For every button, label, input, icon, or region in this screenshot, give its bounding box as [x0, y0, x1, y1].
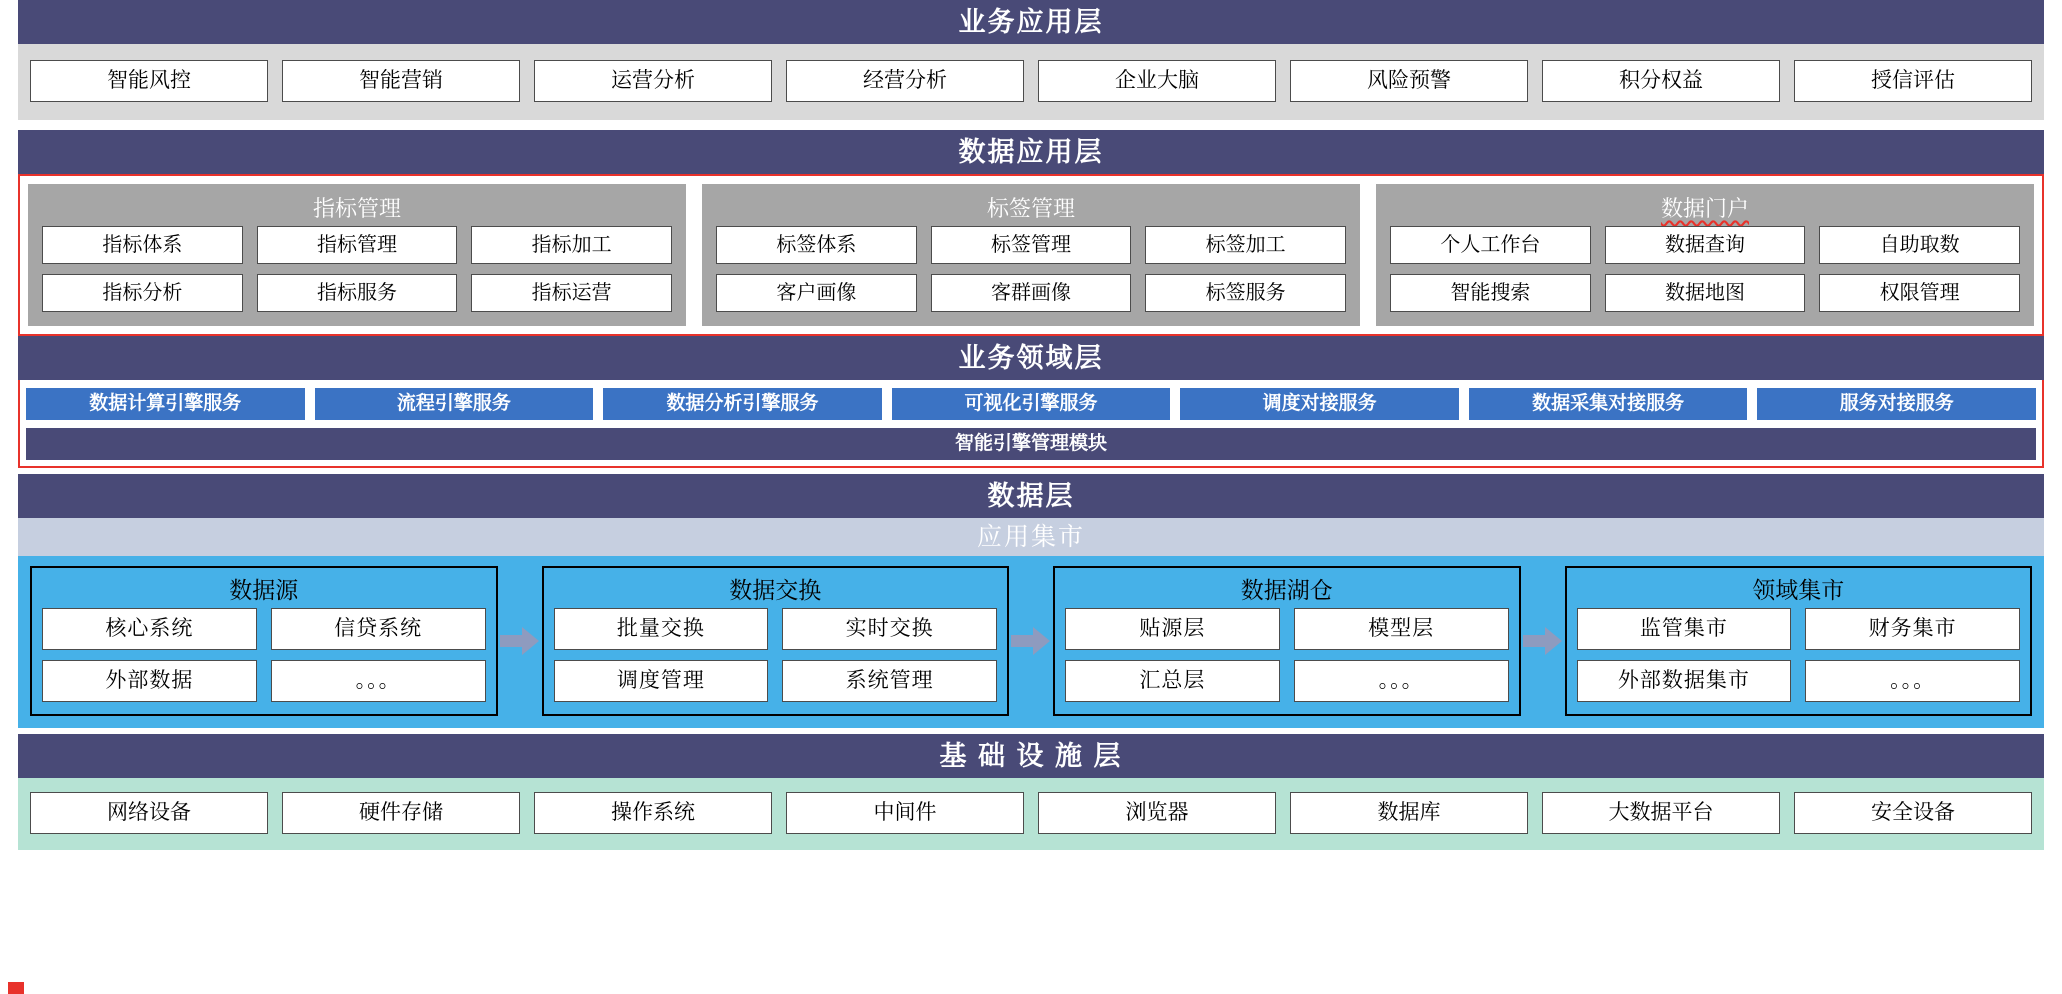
infra-item[interactable]: 数据库 — [1290, 792, 1528, 834]
right-arrow-icon — [1521, 626, 1565, 656]
data-layer-item[interactable]: 贴源层 — [1065, 608, 1280, 650]
infrastructure-layer-body — [18, 778, 2044, 850]
engine-service[interactable]: 服务对接服务 — [1757, 388, 2036, 420]
application-mart-title: 应用集市 — [18, 518, 2044, 556]
data-app-item[interactable]: 标签体系 — [716, 226, 917, 264]
group-data-portal — [1376, 184, 2034, 326]
data-app-item[interactable]: 指标加工 — [471, 226, 672, 264]
data-app-item[interactable]: 指标服务 — [257, 274, 458, 312]
data-app-item[interactable]: 指标运营 — [471, 274, 672, 312]
right-arrow-icon — [498, 626, 542, 656]
data-layer-title: 数据层 — [18, 474, 2044, 518]
group-data-exchange — [542, 566, 1010, 716]
group-tag-management — [702, 184, 1360, 326]
biz-app-item[interactable]: 智能营销 — [282, 60, 520, 102]
biz-app-item[interactable]: 授信评估 — [1794, 60, 2032, 102]
infra-item[interactable]: 大数据平台 — [1542, 792, 1780, 834]
data-layer-item[interactable]: 。。。 — [271, 660, 486, 702]
biz-app-item[interactable]: 智能风控 — [30, 60, 268, 102]
business-domain-layer-body — [18, 380, 2044, 468]
data-application-layer-body — [18, 174, 2044, 336]
group-grid — [42, 608, 486, 702]
engine-service[interactable]: 数据采集对接服务 — [1469, 388, 1748, 420]
data-app-item[interactable]: 指标分析 — [42, 274, 243, 312]
group-data-lakehouse — [1053, 566, 1521, 716]
business-application-layer-body — [18, 44, 2044, 120]
data-layer-item[interactable]: 系统管理 — [782, 660, 997, 702]
biz-app-item[interactable]: 企业大脑 — [1038, 60, 1276, 102]
engine-services-row — [26, 388, 2036, 420]
data-app-item[interactable]: 标签管理 — [931, 226, 1132, 264]
group-title: 指标管理 — [312, 196, 401, 221]
data-layer-item[interactable]: 调度管理 — [554, 660, 769, 702]
infra-item[interactable]: 安全设备 — [1794, 792, 2032, 834]
infra-item[interactable]: 操作系统 — [534, 792, 772, 834]
infrastructure-layer-title: 基 础 设 施 层 — [18, 734, 2044, 778]
group-grid — [1390, 226, 2020, 312]
engine-manager-module[interactable]: 智能引擎管理模块 — [26, 428, 2036, 460]
right-arrow-icon — [1009, 626, 1053, 656]
infra-item[interactable]: 网络设备 — [30, 792, 268, 834]
data-layer-item[interactable]: 监管集市 — [1577, 608, 1792, 650]
biz-app-item[interactable]: 运营分析 — [534, 60, 772, 102]
group-title: 领域集市 — [1752, 577, 1845, 603]
data-app-item[interactable]: 客户画像 — [716, 274, 917, 312]
corner-marker — [8, 982, 24, 994]
group-grid — [554, 608, 998, 702]
business-application-layer-title: 业务应用层 — [18, 0, 2044, 44]
data-app-item[interactable]: 标签服务 — [1145, 274, 1346, 312]
data-layer-body — [18, 556, 2044, 728]
data-app-item[interactable]: 指标体系 — [42, 226, 243, 264]
business-domain-layer-title: 业务领域层 — [18, 336, 2044, 380]
data-app-item[interactable]: 标签加工 — [1145, 226, 1346, 264]
data-layer-item[interactable]: 批量交换 — [554, 608, 769, 650]
data-layer-item[interactable]: 。。。 — [1294, 660, 1509, 702]
infra-item[interactable]: 浏览器 — [1038, 792, 1276, 834]
data-layer-item[interactable]: 核心系统 — [42, 608, 257, 650]
group-grid — [1577, 608, 2021, 702]
biz-app-item[interactable]: 积分权益 — [1542, 60, 1780, 102]
engine-service[interactable]: 可视化引擎服务 — [892, 388, 1171, 420]
group-grid — [716, 226, 1346, 312]
data-app-item[interactable]: 权限管理 — [1819, 274, 2020, 312]
infra-item[interactable]: 硬件存储 — [282, 792, 520, 834]
data-app-item[interactable]: 客群画像 — [931, 274, 1132, 312]
group-title: 数据交换 — [729, 577, 822, 603]
data-app-item[interactable]: 自助取数 — [1819, 226, 2020, 264]
group-domain-mart — [1565, 566, 2033, 716]
data-layer-item[interactable]: 外部数据 — [42, 660, 257, 702]
data-app-item[interactable]: 智能搜索 — [1390, 274, 1591, 312]
data-layer-item[interactable]: 。。。 — [1805, 660, 2020, 702]
engine-service[interactable]: 数据分析引擎服务 — [603, 388, 882, 420]
group-grid — [42, 226, 672, 312]
data-app-item[interactable]: 数据地图 — [1605, 274, 1806, 312]
biz-app-item[interactable]: 风险预警 — [1290, 60, 1528, 102]
engine-service[interactable]: 数据计算引擎服务 — [26, 388, 305, 420]
data-layer-item[interactable]: 外部数据集市 — [1577, 660, 1792, 702]
group-grid — [1065, 608, 1509, 702]
data-layer-item[interactable]: 信贷系统 — [271, 608, 486, 650]
group-title: 数据门户 — [1660, 196, 1749, 221]
data-app-item[interactable]: 个人工作台 — [1390, 226, 1591, 264]
data-app-item[interactable]: 数据查询 — [1605, 226, 1806, 264]
data-layer-item[interactable]: 模型层 — [1294, 608, 1509, 650]
group-title: 数据湖仓 — [1240, 577, 1333, 603]
infra-item[interactable]: 中间件 — [786, 792, 1024, 834]
group-indicator-management — [28, 184, 686, 326]
group-title: 数据源 — [229, 577, 299, 603]
data-layer-item[interactable]: 实时交换 — [782, 608, 997, 650]
data-app-item[interactable]: 指标管理 — [257, 226, 458, 264]
engine-service[interactable]: 调度对接服务 — [1180, 388, 1459, 420]
group-title: 标签管理 — [986, 196, 1075, 221]
engine-service[interactable]: 流程引擎服务 — [315, 388, 594, 420]
data-application-layer-title: 数据应用层 — [18, 130, 2044, 174]
data-layer-item[interactable]: 财务集市 — [1805, 608, 2020, 650]
group-data-source — [30, 566, 498, 716]
data-layer-item[interactable]: 汇总层 — [1065, 660, 1280, 702]
biz-app-item[interactable]: 经营分析 — [786, 60, 1024, 102]
